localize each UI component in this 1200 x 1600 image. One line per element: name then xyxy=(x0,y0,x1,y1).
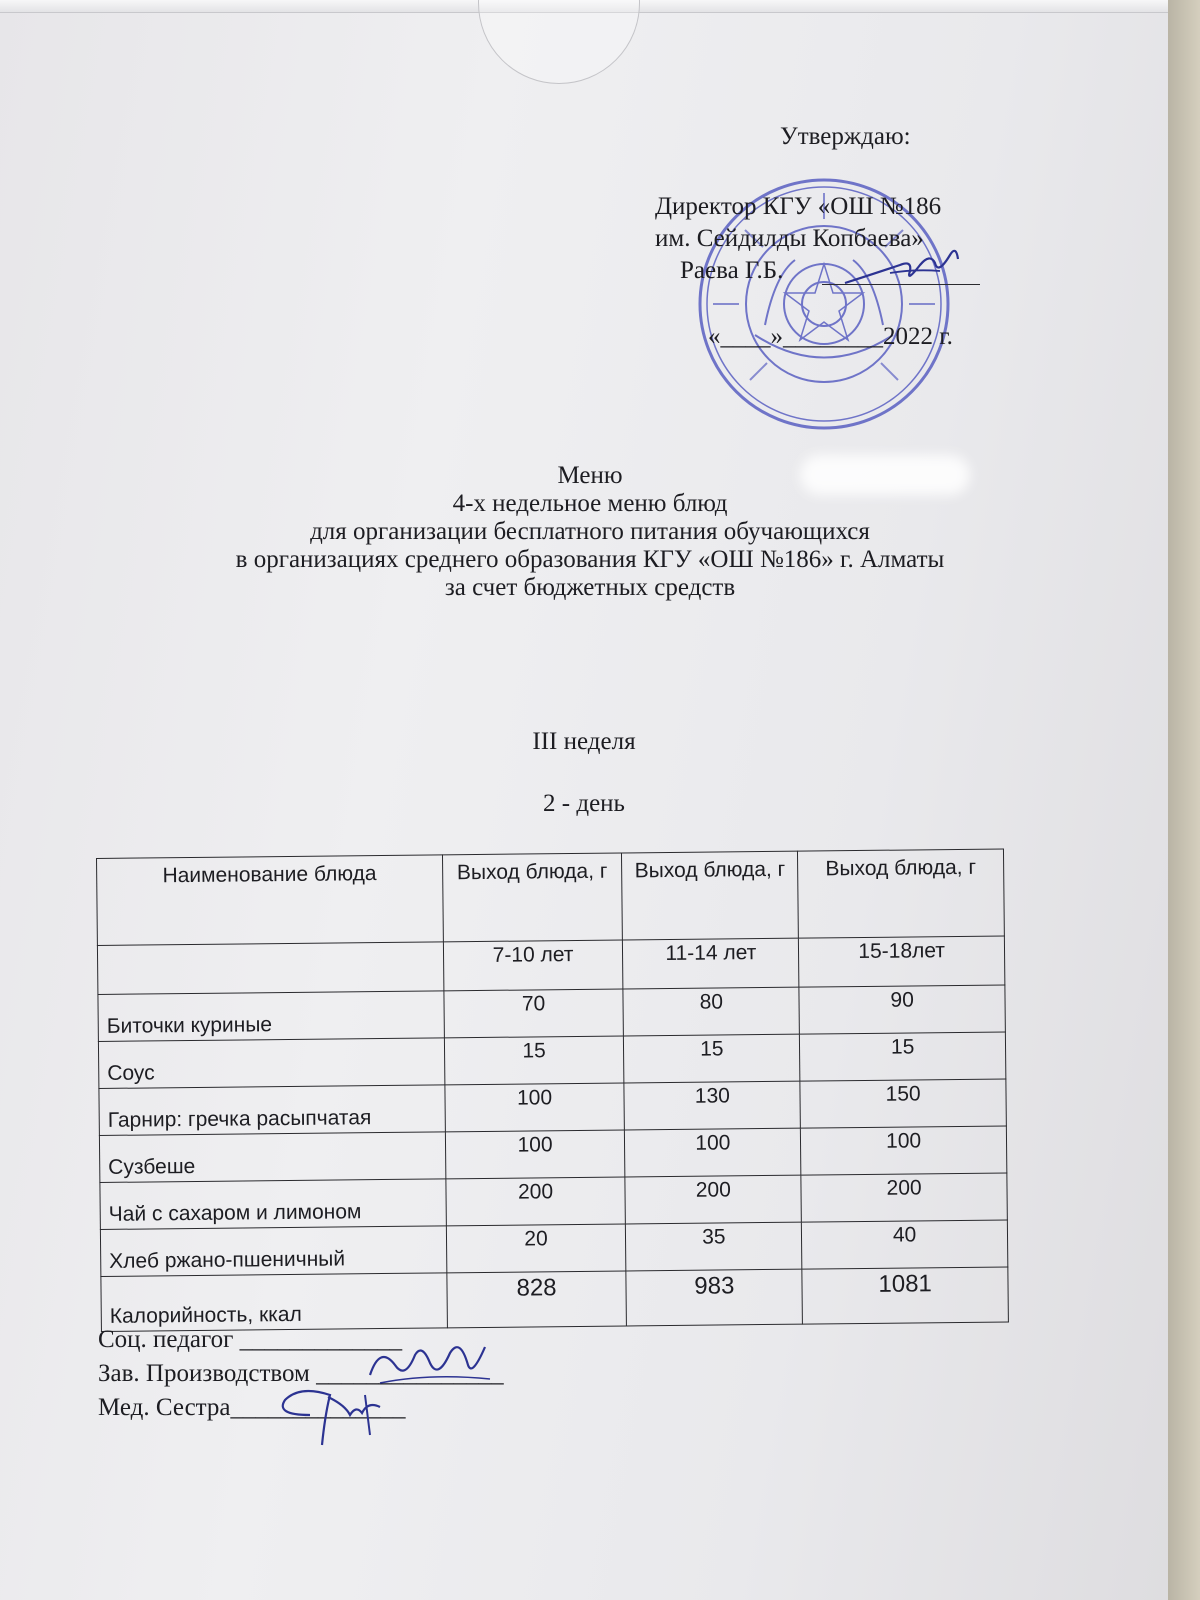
title-line-3: для организации бесплатного питания обучающихся xyxy=(310,518,870,545)
day-label: 2 - день xyxy=(543,790,625,817)
signature-soc-pedagog: Соц. педагог _____________ xyxy=(98,1326,403,1353)
yield-value: 100 xyxy=(445,1083,625,1132)
director-school-name: им. Сейдилды Копбаева» xyxy=(655,225,924,252)
title-line-1: Меню xyxy=(557,462,623,489)
yield-value: 70 xyxy=(444,989,624,1038)
title-line-5: за счет бюджетных средств xyxy=(444,574,736,601)
yield-value: 15 xyxy=(800,1032,1006,1081)
yield-value: 200 xyxy=(625,1175,801,1224)
signature-production-head: Зав. Производством _______________ xyxy=(98,1360,504,1387)
age-group-1: 7-10 лет xyxy=(443,940,623,991)
yield-value: 90 xyxy=(799,985,1005,1034)
document-title xyxy=(100,462,1080,602)
calories-label: Калорийность, ккал xyxy=(101,1273,447,1332)
title-line-4: в организациях среднего образования КГУ «ОШ №186» г. Алматы xyxy=(235,546,945,573)
calories-value: 1081 xyxy=(802,1267,1008,1324)
calories-row xyxy=(101,1267,1009,1331)
yield-value: 80 xyxy=(623,987,799,1036)
background-wall xyxy=(1168,0,1200,1600)
dish-name: Соус xyxy=(98,1038,444,1089)
calories-value: 828 xyxy=(446,1271,626,1328)
dish-name: Сузбеше xyxy=(99,1132,445,1183)
yield-value: 15 xyxy=(624,1034,800,1083)
yield-value: 100 xyxy=(801,1126,1007,1175)
nurse-signature xyxy=(270,1375,400,1450)
dish-name: Хлеб ржано-пшеничный xyxy=(100,1226,446,1277)
director-signature xyxy=(840,235,970,295)
age-group-2: 11-14 лет xyxy=(623,938,799,989)
approval-date: «____»________2022 г. xyxy=(708,323,953,350)
yield-value: 40 xyxy=(802,1220,1008,1269)
table-header-row xyxy=(97,849,1005,945)
yield-value: 150 xyxy=(800,1079,1006,1128)
yield-value: 100 xyxy=(625,1128,801,1177)
week-label: III неделя xyxy=(532,728,636,755)
calories-value: 983 xyxy=(626,1269,802,1326)
yield-value: 35 xyxy=(626,1222,802,1271)
dish-name: Чай с сахаром и лимоном xyxy=(100,1179,446,1230)
dish-name: Биточки куриные xyxy=(98,991,444,1042)
dish-name: Гарнир: гречка расыпчатая xyxy=(99,1085,445,1136)
director-title: Директор КГУ «ОШ №186 xyxy=(655,193,942,220)
yield-value: 200 xyxy=(801,1173,1007,1222)
age-empty-cell xyxy=(97,942,443,995)
header-dish-name: Наименование блюда xyxy=(97,855,444,946)
header-yield-col-1: Выход блюда, г xyxy=(442,853,623,942)
yield-value: 130 xyxy=(624,1081,800,1130)
age-group-3: 15-18лет xyxy=(799,936,1005,987)
yield-value: 20 xyxy=(446,1224,626,1273)
yield-value: 15 xyxy=(444,1036,624,1085)
header-yield-col-2: Выход блюда, г xyxy=(622,851,799,940)
header-yield-col-3: Выход блюда, г xyxy=(798,849,1005,938)
yield-value: 100 xyxy=(445,1130,625,1179)
menu-table xyxy=(96,848,1009,1331)
title-line-2: 4-х недельное меню блюд xyxy=(452,490,728,517)
approve-label: Утверждаю: xyxy=(780,123,911,150)
yield-value: 200 xyxy=(446,1177,626,1226)
director-name: Раева Г.Б. xyxy=(680,257,784,284)
signature-nurse: Мед. Сестра______________ xyxy=(98,1394,406,1421)
